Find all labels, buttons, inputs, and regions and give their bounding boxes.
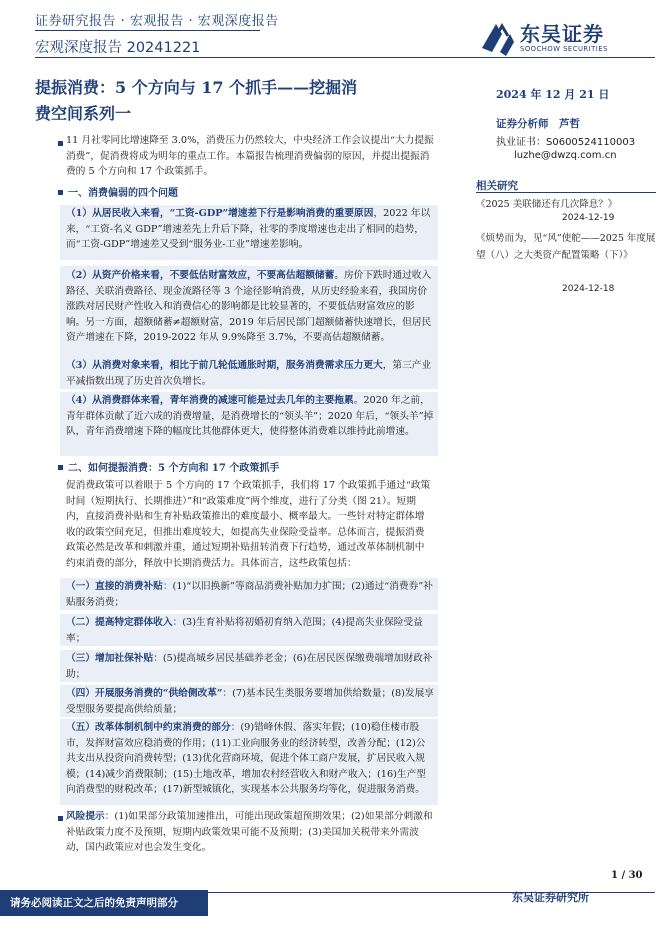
direction-5: （五）改革体制机制中约束消费的部分：(9)错峰休假、落实年假；(10)稳住楼市股市，发挥财富效应稳消费的作用；(11)工业向服务业的经济转型，改善分配；(12)公共支出从投资向消费转型；(13)优化营商环境，促进个体工商户发展，扩居民收入规模；(14)减少消费限制；(15)土地改革，增加农村经营收入和财产收入；(16)生产型向消费型的财税改革；(17)新型城镇化，实现基本公共服务均等化，促进服务消费。 [66, 722, 426, 796]
direction-4: （四）开展服务消费的“供给侧改革”：(7)基本民生类服务要增加供给数量；(8)发展享受型服务要提高供给质量； [66, 688, 434, 715]
title-rule [35, 57, 655, 58]
risk-warning: 风险提示：(1)如果部分政策加速推出，可能出现政策超预期效果；(2)如果部分刺激和补贴政策力度不及预期，短期内政策效果可能不及预期；(3)美国加关税带来外需波动，国内政策应对也会发生变化。 [66, 811, 433, 854]
point-4: （4）从消费群体来看，青年消费的减速可能是过去几年的主要拖累。2020 年之前，青年群体贡献了近六成的消费增量，是消费增长的“领头羊”；2020 年后，“领头羊”掉队，青年消费增速下降的幅度比其他群体更大，使得整体消费难以维持此前增速。 [66, 395, 434, 438]
soochow-logo-icon [476, 18, 516, 58]
point-2: （2）从资产价格来看，不要低估财富效应，不要高估超额储蓄。房价下跌时通过收入路径、关联消费路径、现金流路径等 3 个途径影响消费，从历史经验来看，我国房价涨跌对居民财产性收入和消费信心的影响都是比较显著的，不要低估财富效应的影响。另一方面，超额储蓄≠超额财富，2019 年后居民部门超额储蓄快速增长，但居民资产增速在下降，2019-2022 年从 9.9%降至 3.7%，不要高估超额储蓄。 [66, 270, 432, 344]
analyst-cert: 执业证书：S0600524110003 [496, 137, 636, 148]
page-number: 1 / 30 [611, 870, 643, 881]
logo-name-en: SOOCHOW SECURITIES [520, 45, 608, 53]
header-rule [35, 30, 260, 31]
policy-paragraph: 促消费政策可以着眼于 5 个方向的 17 个政策抓手，我们将 17 个政策抓手通过“政策时间（短期执行、长期推进）”和“政策难度”两个维度，进行了分类（图 21）。短期内，直接消费补贴和生育补贴政策推出的难度最小、概率最大。一些针对特定群体增收的政策空间充足，但推出难度较大，如提高失业保险受益率。总体而言，提振消费政策必然是改革和刺激并重，通过短期补贴扭转消费下行趋势，通过改革体制机制中约束消费的部分，释放中长期消费活力。具体而言，这些政策包括： [66, 480, 431, 569]
direction-1: （一）直接的消费补贴：(1)“以旧换新”等商品消费补贴加力扩围；(2)通过“消费券”补贴服务消费； [66, 581, 433, 608]
title-line-2: 费空间系列一 [35, 104, 132, 123]
logo-name-cn: 东吴证券 [520, 22, 604, 46]
section-heading-1: 一、消费偏弱的四个问题 [68, 188, 178, 199]
section-heading-2: 二、如何提振消费：5 个方向和 17 个政策抓手 [68, 463, 280, 474]
report-type: 宏观深度报告 20241221 [35, 40, 201, 56]
report-date: 2024 年 12 月 21 日 [496, 88, 610, 101]
related-item-date: 2024-12-18 [562, 284, 615, 294]
related-rule [476, 192, 656, 193]
header-tags: 证券研究报告 · 宏观报告 · 宏观深度报告 [35, 14, 279, 29]
related-research-title: 相关研究 [476, 180, 518, 192]
direction-2: （二）提高特定群体收入：(3)生育补贴将初婚初育纳入范围；(4)提高失业保险受益率； [66, 617, 423, 644]
company-logo [476, 16, 646, 60]
disclaimer-text: 请务必阅读正文之后的免责声明部分 [10, 897, 178, 909]
point-1: （1）从居民收入来看，“工资-GDP”增速差下行是影响消费的重要原因，2022 年以来，“工资-名义 GDP”增速差先上升后下降，社零的季度增速也走出了相同的趋势，而“工资-GDP”增速差又受到“服务业-工业”增速差影响。 [66, 208, 431, 251]
institute-name: 东吴证券研究所 [512, 891, 589, 904]
related-item-title[interactable]: 《2025 美联储还有几次降息？》 [476, 199, 618, 210]
bullet-square-icon [58, 141, 63, 146]
point-3: （3）从消费对象来看，相比于前几轮低通胀时期，服务消费需求压力更大，第三产业平减指数出现了历史首次负增长。 [66, 360, 432, 387]
title-line-1: 提振消费：5 个方向与 17 个抓手——挖掘消 [35, 78, 358, 97]
bullet-square-icon [58, 465, 63, 470]
bullet-square-icon [58, 190, 63, 195]
intro-paragraph: 11 月社零同比增速降至 3.0%，消费压力仍然较大，中央经济工作会议提出“大力提振消费”，促消费将成为明年的重点工作。本篇报告梳理消费偏弱的原因，并提出提振消费的 5 个方向和 17 个政策抓手。 [66, 135, 434, 178]
analyst-name: 证券分析师 芦哲 [496, 118, 580, 130]
document-title [35, 75, 455, 127]
bullet-square-icon [58, 816, 63, 821]
related-item-title[interactable]: 《烦势而为，见“风”使舵——2025 年度展望（八）之大类资产配置策略（下）》 [476, 233, 656, 261]
related-item-date: 2024-12-19 [562, 213, 615, 223]
analyst-email[interactable]: luzhe@dwzq.com.cn [514, 150, 617, 161]
disclaimer-banner [0, 890, 208, 916]
direction-3: （三）增加社保补贴：(5)提高城乡居民基础养老金；(6)在居民医保缴费端增加财政补助； [66, 653, 433, 680]
